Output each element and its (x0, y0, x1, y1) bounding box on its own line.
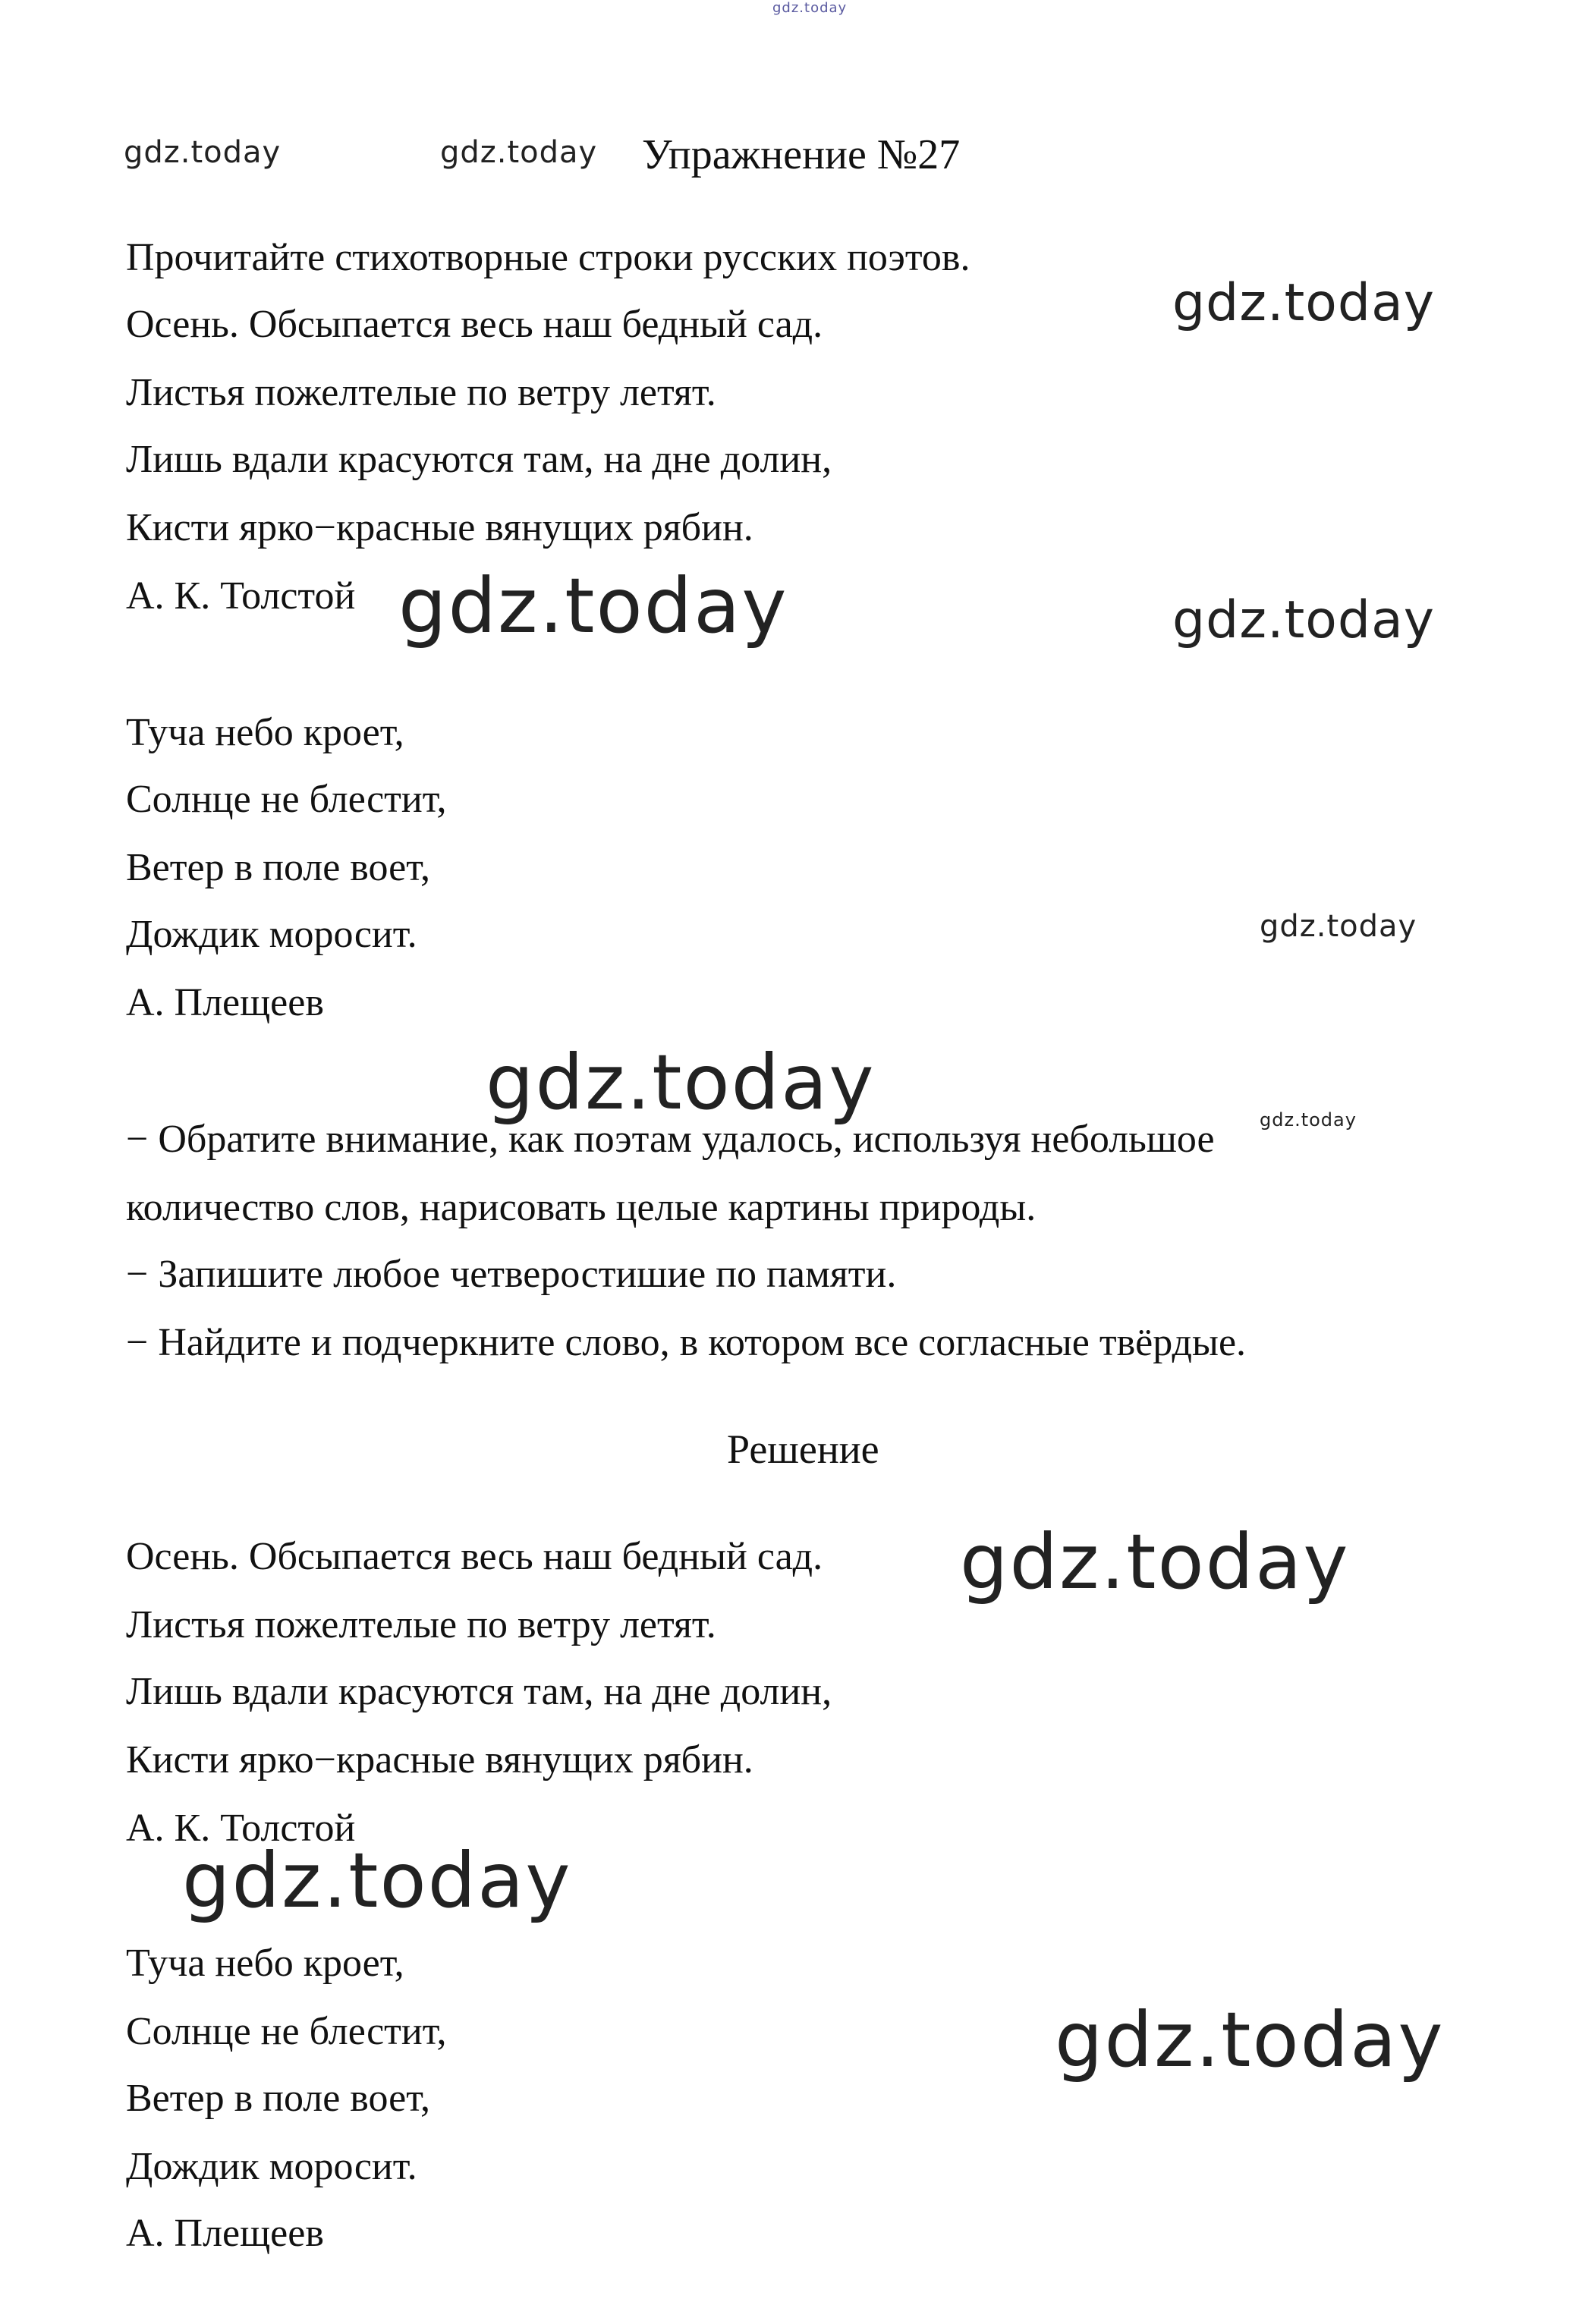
question-line: − Обратите внимание, как поэтам удалось, используя небольшое (126, 1118, 1215, 1161)
watermark: gdz.today (486, 1038, 876, 1127)
poem-line: Листья пожелтелые по ветру летят. (126, 371, 716, 414)
poem-line: Солнце не блестит, (126, 2010, 447, 2053)
watermark: gdz.today (960, 1517, 1350, 1606)
poem-line: Кисти ярко−красные вянущих рябин. (126, 1738, 753, 1782)
poem-line: Осень. Обсыпается весь наш бедный сад. (126, 303, 823, 346)
watermark: gdz.today (772, 0, 848, 16)
page-title: Упражнение №27 (642, 131, 961, 178)
poem-author: А. Плещеев (126, 2212, 324, 2255)
poem-author: А. Плещеев (126, 981, 324, 1024)
watermark: gdz.today (398, 561, 788, 650)
watermark: gdz.today (1172, 590, 1435, 650)
question-line: − Найдите и подчеркните слово, в котором все согласные твёрдые. (126, 1321, 1247, 1364)
poem-author: А. К. Толстой (126, 1807, 356, 1850)
watermark: gdz.today (440, 135, 598, 170)
watermark: gdz.today (1260, 1109, 1357, 1131)
poem-line: Осень. Обсыпается весь наш бедный сад. (126, 1535, 823, 1578)
poem-author: А. К. Толстой (126, 574, 356, 618)
poem-line: Солнце не блестит, (126, 778, 447, 821)
poem-line: Туча небо кроет, (126, 1942, 404, 1985)
poem-line: Кисти ярко−красные вянущих рябин. (126, 506, 753, 549)
poem-line: Листья пожелтелые по ветру летят. (126, 1603, 716, 1646)
poem-line: Лишь вдали красуются там, на дне долин, (126, 438, 832, 481)
poem-line: Дождик моросит. (126, 913, 417, 956)
watermark: gdz.today (182, 1836, 572, 1925)
watermark: gdz.today (1172, 273, 1435, 333)
task-intro: Прочитайте стихотворные строки русских поэтов. (126, 236, 970, 279)
poem-line: Туча небо кроет, (126, 711, 404, 754)
watermark: gdz.today (124, 135, 282, 170)
watermark: gdz.today (1260, 909, 1417, 944)
question-line: − Запишите любое четверостишие по памяти. (126, 1253, 897, 1296)
poem-line: Лишь вдали красуются там, на дне долин, (126, 1670, 832, 1713)
watermark: gdz.today (1055, 1995, 1445, 2084)
poem-line: Ветер в поле воет, (126, 2077, 431, 2120)
solution-heading: Решение (727, 1426, 879, 1472)
poem-line: Ветер в поле воет, (126, 846, 431, 889)
question-line: количество слов, нарисовать целые картины природы. (126, 1186, 1037, 1229)
poem-line: Дождик моросит. (126, 2145, 417, 2188)
